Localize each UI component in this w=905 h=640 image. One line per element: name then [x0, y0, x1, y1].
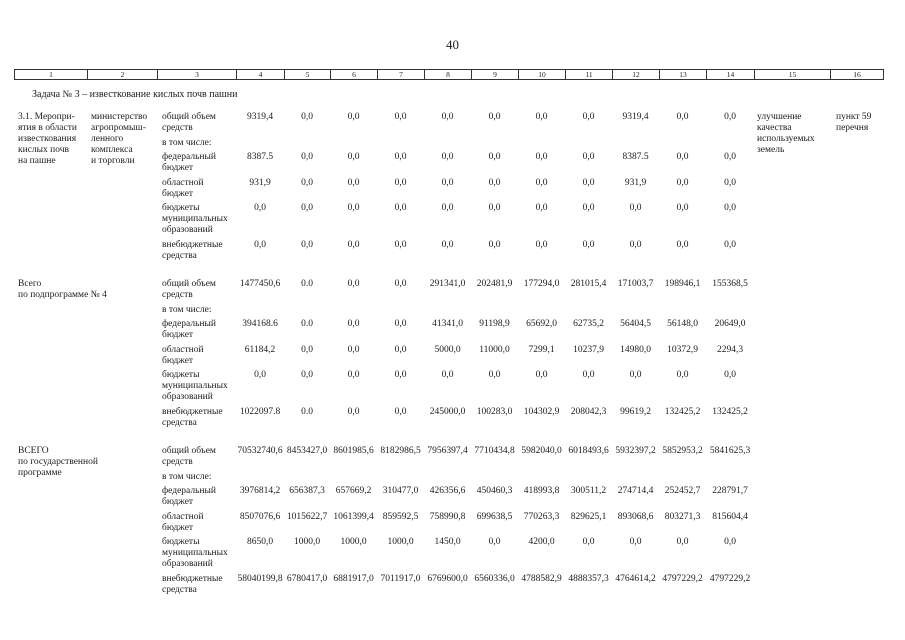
amount-col-6: 1061399,4 [333, 512, 374, 522]
amount-col-12: 9319,4 [622, 112, 649, 122]
amount-col-11: 4888357,3 [568, 574, 609, 584]
page-number: 40 [446, 37, 459, 52]
funding-source-label: внебюджетные средства [162, 574, 223, 595]
amount-col-5: 0,0 [301, 240, 313, 250]
amount-col-14: 0,0 [724, 240, 736, 250]
amount-col-4: 8507076,6 [239, 512, 281, 522]
amount-col-4: 8387.5 [246, 152, 274, 162]
funding-source-label: областной бюджет [162, 345, 204, 366]
amount-col-5: 0,0 [301, 345, 313, 355]
amount-col-11: 10237,9 [573, 345, 604, 355]
amount-col-7: 859592,5 [382, 512, 419, 522]
amount-col-5: 0,0 [301, 370, 313, 380]
amount-col-13: 0,0 [676, 240, 689, 250]
amount-col-6: 0,0 [347, 178, 360, 188]
amount-col-6: 0,0 [347, 112, 360, 122]
amount-col-8: 0,0 [441, 370, 454, 380]
funding-source-label: федеральный бюджет [162, 319, 216, 340]
amount-col-4: 61184,2 [244, 345, 276, 355]
amount-col-11: 62735,2 [573, 319, 604, 329]
amount-col-7: 0,0 [394, 407, 407, 417]
funding-source-label: в том числе: [162, 138, 212, 148]
amount-col-8: 758990,8 [429, 512, 466, 522]
municipal-budgets-row [0, 203, 905, 235]
funding-source-label: внебюджетные средства [162, 240, 223, 261]
amount-col-13: 0,0 [676, 112, 689, 122]
amount-col-13: 132425,2 [664, 407, 701, 417]
amount-col-8: 7956397,4 [427, 446, 468, 456]
column-number-5: 5 [284, 70, 330, 79]
amount-col-10: 0,0 [535, 152, 548, 162]
amount-col-5: 0.0 [301, 279, 313, 289]
funding-source-label: областной бюджет [162, 178, 204, 199]
amount-col-9: 91198,9 [479, 319, 510, 329]
amount-col-13: 4797229,2 [662, 574, 703, 584]
amount-col-10: 418993,8 [523, 486, 560, 496]
amount-col-13: 198946,1 [664, 279, 701, 289]
amount-col-7: 0,0 [394, 240, 407, 250]
section-program-total [0, 446, 905, 596]
amount-col-9: 0,0 [488, 370, 501, 380]
expected-result: улучшение качества используемых земель [757, 112, 815, 155]
amount-col-9: 7710434,8 [474, 446, 515, 456]
amount-col-11: 208042,3 [570, 407, 607, 417]
amount-col-13: 5852953,2 [662, 446, 703, 456]
amount-col-10: 177294,0 [523, 279, 560, 289]
municipal-budgets-row [0, 537, 905, 569]
funding-source-label: бюджеты муниципальных образований [162, 370, 228, 402]
amount-col-10: 7299,1 [528, 345, 555, 355]
amount-col-10: 770263,3 [523, 512, 560, 522]
funding-source-label: общий объем средств [162, 446, 216, 467]
amount-col-6: 0,0 [347, 279, 360, 289]
amount-col-11: 0,0 [582, 203, 595, 213]
amount-col-10: 5982040,0 [521, 446, 562, 456]
funding-source-label: бюджеты муниципальных образований [162, 203, 228, 235]
column-number-15: 15 [754, 70, 830, 79]
amount-col-10: 0,0 [535, 370, 548, 380]
amount-col-5: 0,0 [301, 203, 313, 213]
amount-col-14: 0,0 [724, 112, 736, 122]
amount-col-9: 11000,0 [479, 345, 510, 355]
amount-col-10: 0,0 [535, 240, 548, 250]
amount-col-12: 931,9 [624, 178, 647, 188]
federal-budget-row [0, 486, 905, 507]
measure-name: ВСЕГО по государственной программе [18, 446, 98, 478]
amount-col-9: 0,0 [488, 203, 501, 213]
amount-col-7: 0,0 [394, 203, 407, 213]
extrabudgetary-funds-row [0, 574, 905, 595]
total-funding-row [0, 112, 905, 133]
including-note-row [0, 472, 905, 483]
amount-col-5: 0.0 [301, 319, 313, 329]
amount-col-14: 228791,7 [712, 486, 748, 496]
amount-col-10: 104302,9 [523, 407, 560, 417]
amount-col-13: 252452,7 [664, 486, 701, 496]
column-number-3: 3 [157, 70, 236, 79]
amount-col-13: 0,0 [676, 370, 689, 380]
amount-col-9: 699638,5 [476, 512, 513, 522]
total-funding-row [0, 279, 905, 300]
amount-col-4: 931,9 [249, 178, 271, 188]
amount-col-12: 99619,2 [620, 407, 651, 417]
column-number-7: 7 [377, 70, 424, 79]
amount-col-11: 281015,4 [570, 279, 607, 289]
amount-col-11: 0,0 [582, 178, 595, 188]
amount-col-8: 1450,0 [434, 537, 461, 547]
column-number-2: 2 [87, 70, 157, 79]
amount-col-12: 171003,7 [617, 279, 654, 289]
amount-col-9: 6560336,0 [474, 574, 515, 584]
column-number-10: 10 [518, 70, 565, 79]
column-number-16: 16 [830, 70, 883, 79]
amount-col-6: 0,0 [347, 152, 360, 162]
amount-col-12: 14980,0 [620, 345, 651, 355]
amount-col-14: 4797229,2 [709, 574, 751, 584]
amount-col-14: 155368,5 [712, 279, 748, 289]
amount-col-13: 0,0 [676, 537, 689, 547]
amount-col-7: 1000,0 [387, 537, 414, 547]
funding-source-label: бюджеты муниципальных образований [162, 537, 228, 569]
amount-col-12: 274714,4 [617, 486, 654, 496]
amount-col-11: 300511,2 [570, 486, 607, 496]
amount-col-8: 0,0 [441, 152, 454, 162]
funding-source-label: общий объем средств [162, 112, 216, 133]
amount-col-8: 291341,0 [429, 279, 466, 289]
column-number-14: 14 [706, 70, 754, 79]
extrabudgetary-funds-row [0, 407, 905, 428]
column-number-9: 9 [471, 70, 518, 79]
amount-col-13: 10372,9 [667, 345, 698, 355]
amount-col-9: 450460,3 [476, 486, 513, 496]
amount-col-12: 0,0 [629, 240, 642, 250]
measure-name: Всего по подпрограмме № 4 [18, 279, 107, 300]
amount-col-7: 0,0 [394, 279, 407, 289]
amount-col-7: 0,0 [394, 370, 407, 380]
amount-col-10: 4788582,9 [521, 574, 562, 584]
amount-col-5: 0,0 [301, 112, 313, 122]
federal-budget-row [0, 319, 905, 340]
amount-col-8: 0,0 [441, 178, 454, 188]
column-number-13: 13 [659, 70, 706, 79]
amount-col-6: 0,0 [347, 240, 360, 250]
amount-col-10: 0,0 [535, 112, 548, 122]
amount-col-6: 0,0 [347, 319, 360, 329]
amount-col-4: 0,0 [254, 370, 266, 380]
column-number-6: 6 [330, 70, 377, 79]
regional-budget-row [0, 345, 905, 366]
funding-source-label: общий объем средств [162, 279, 216, 300]
amount-col-14: 132425,2 [712, 407, 748, 417]
amount-col-4: 8650,0 [246, 537, 274, 547]
amount-col-10: 0,0 [535, 203, 548, 213]
amount-col-14: 20649,0 [714, 319, 746, 329]
task-title: Задача № 3 – известкование кислых почв пашни [32, 89, 238, 100]
funding-source-label: федеральный бюджет [162, 152, 216, 173]
amount-col-6: 6881917,0 [333, 574, 374, 584]
amount-col-14: 0,0 [724, 203, 736, 213]
amount-col-14: 2294,3 [716, 345, 744, 355]
amount-col-6: 657669,2 [335, 486, 372, 496]
amount-col-14: 0,0 [724, 537, 736, 547]
measure-name: 3.1. Меропри- ятия в области известкования кислых почв на пашне [18, 112, 77, 166]
amount-col-4: 9319,4 [246, 112, 274, 122]
amount-col-14: 0,0 [724, 178, 736, 188]
amount-col-8: 0,0 [441, 240, 454, 250]
amount-col-4: 3976814,2 [239, 486, 281, 496]
section-measure-3-1 [0, 112, 905, 262]
amount-col-11: 0,0 [582, 112, 595, 122]
amount-col-12: 4764614,2 [615, 574, 656, 584]
amount-col-6: 0,0 [347, 407, 360, 417]
amount-col-12: 0,0 [629, 537, 642, 547]
amount-col-8: 6769600,0 [427, 574, 468, 584]
amount-col-4: 0,0 [254, 203, 266, 213]
including-note-row [0, 138, 905, 149]
amount-col-7: 0,0 [394, 178, 407, 188]
amount-col-11: 0,0 [582, 152, 595, 162]
amount-col-13: 0,0 [676, 203, 689, 213]
federal-budget-row [0, 152, 905, 173]
amount-col-4: 58040199,8 [237, 574, 283, 584]
amount-col-5: 6780417,0 [286, 574, 328, 584]
amount-col-12: 0,0 [629, 203, 642, 213]
amount-col-4: 1477450,6 [239, 279, 281, 289]
amount-col-5: 0.0 [301, 407, 313, 417]
regional-budget-row [0, 178, 905, 199]
amount-col-9: 0,0 [488, 112, 501, 122]
column-number-12: 12 [612, 70, 659, 79]
amount-col-7: 0,0 [394, 152, 407, 162]
amount-col-12: 893068,6 [617, 512, 654, 522]
amount-col-5: 8453427,0 [286, 446, 328, 456]
amount-col-4: 1022097.8 [239, 407, 281, 417]
municipal-budgets-row [0, 370, 905, 402]
amount-col-8: 0,0 [441, 112, 454, 122]
amount-col-13: 0,0 [676, 178, 689, 188]
amount-col-14: 0,0 [724, 152, 736, 162]
amount-col-12: 0,0 [629, 370, 642, 380]
amount-col-11: 0,0 [582, 537, 595, 547]
amount-col-5: 0,0 [301, 178, 313, 188]
amount-col-10: 65692,0 [526, 319, 557, 329]
funding-source-label: областной бюджет [162, 512, 204, 533]
regional-budget-row [0, 512, 905, 533]
amount-col-10: 0,0 [535, 178, 548, 188]
amount-col-13: 803271,3 [664, 512, 701, 522]
funding-source-label: федеральный бюджет [162, 486, 216, 507]
amount-col-9: 202481,9 [476, 279, 513, 289]
amount-col-12: 5932397,2 [615, 446, 656, 456]
amount-col-9: 0,0 [488, 178, 501, 188]
column-number-8: 8 [424, 70, 471, 79]
amount-col-7: 0,0 [394, 345, 407, 355]
amount-col-8: 5000,0 [434, 345, 461, 355]
amount-col-11: 0,0 [582, 240, 595, 250]
amount-col-9: 0,0 [488, 152, 501, 162]
amount-col-6: 0,0 [347, 370, 360, 380]
column-number-4: 4 [236, 70, 284, 79]
amount-col-9: 100283,0 [476, 407, 513, 417]
amount-col-6: 0,0 [347, 345, 360, 355]
amount-col-5: 1015622,7 [286, 512, 328, 522]
amount-col-5: 0,0 [301, 152, 313, 162]
amount-col-7: 0,0 [394, 319, 407, 329]
amount-col-4: 0,0 [254, 240, 266, 250]
amount-col-7: 0,0 [394, 112, 407, 122]
amount-col-9: 0,0 [488, 240, 501, 250]
amount-col-6: 8601985,6 [333, 446, 374, 456]
column-number-11: 11 [565, 70, 612, 79]
amount-col-14: 815604,4 [712, 512, 748, 522]
amount-col-13: 0,0 [676, 152, 689, 162]
amount-col-9: 0,0 [488, 537, 501, 547]
amount-col-8: 41341,0 [432, 319, 463, 329]
amount-col-4: 394168.6 [242, 319, 278, 329]
amount-col-5: 656387,3 [289, 486, 325, 496]
section-subprogram-total [0, 279, 905, 429]
amount-col-8: 0,0 [441, 203, 454, 213]
amount-col-5: 1000,0 [293, 537, 321, 547]
amount-col-7: 8182986,5 [380, 446, 421, 456]
column-number-header [14, 69, 884, 80]
funding-source-label: внебюджетные средства [162, 407, 223, 428]
amount-col-8: 426356,6 [429, 486, 466, 496]
amount-col-11: 6018493,6 [568, 446, 609, 456]
amount-col-7: 310477,0 [382, 486, 419, 496]
amount-col-8: 245000,0 [429, 407, 466, 417]
amount-col-6: 1000,0 [340, 537, 367, 547]
including-note-row [0, 305, 905, 316]
amount-col-11: 0,0 [582, 370, 595, 380]
funding-source-label: в том числе: [162, 472, 212, 482]
amount-col-14: 5841625,3 [709, 446, 751, 456]
amount-col-10: 4200,0 [528, 537, 555, 547]
extrabudgetary-funds-row [0, 240, 905, 261]
funding-source-label: в том числе: [162, 305, 212, 315]
amount-col-14: 0,0 [724, 370, 736, 380]
amount-col-4: 70532740,6 [237, 446, 283, 456]
amount-col-11: 829625,1 [570, 512, 607, 522]
amount-col-7: 7011917,0 [380, 574, 421, 584]
column-number-1: 1 [49, 70, 53, 79]
amount-col-13: 56148,0 [667, 319, 698, 329]
amount-col-6: 0,0 [347, 203, 360, 213]
amount-col-12: 56404,5 [620, 319, 651, 329]
responsible-executor: министерство агропромыш- ленного комплекса и торговли [91, 112, 148, 166]
list-reference: пункт 59 перечня [836, 112, 872, 133]
amount-col-12: 8387.5 [622, 152, 649, 162]
